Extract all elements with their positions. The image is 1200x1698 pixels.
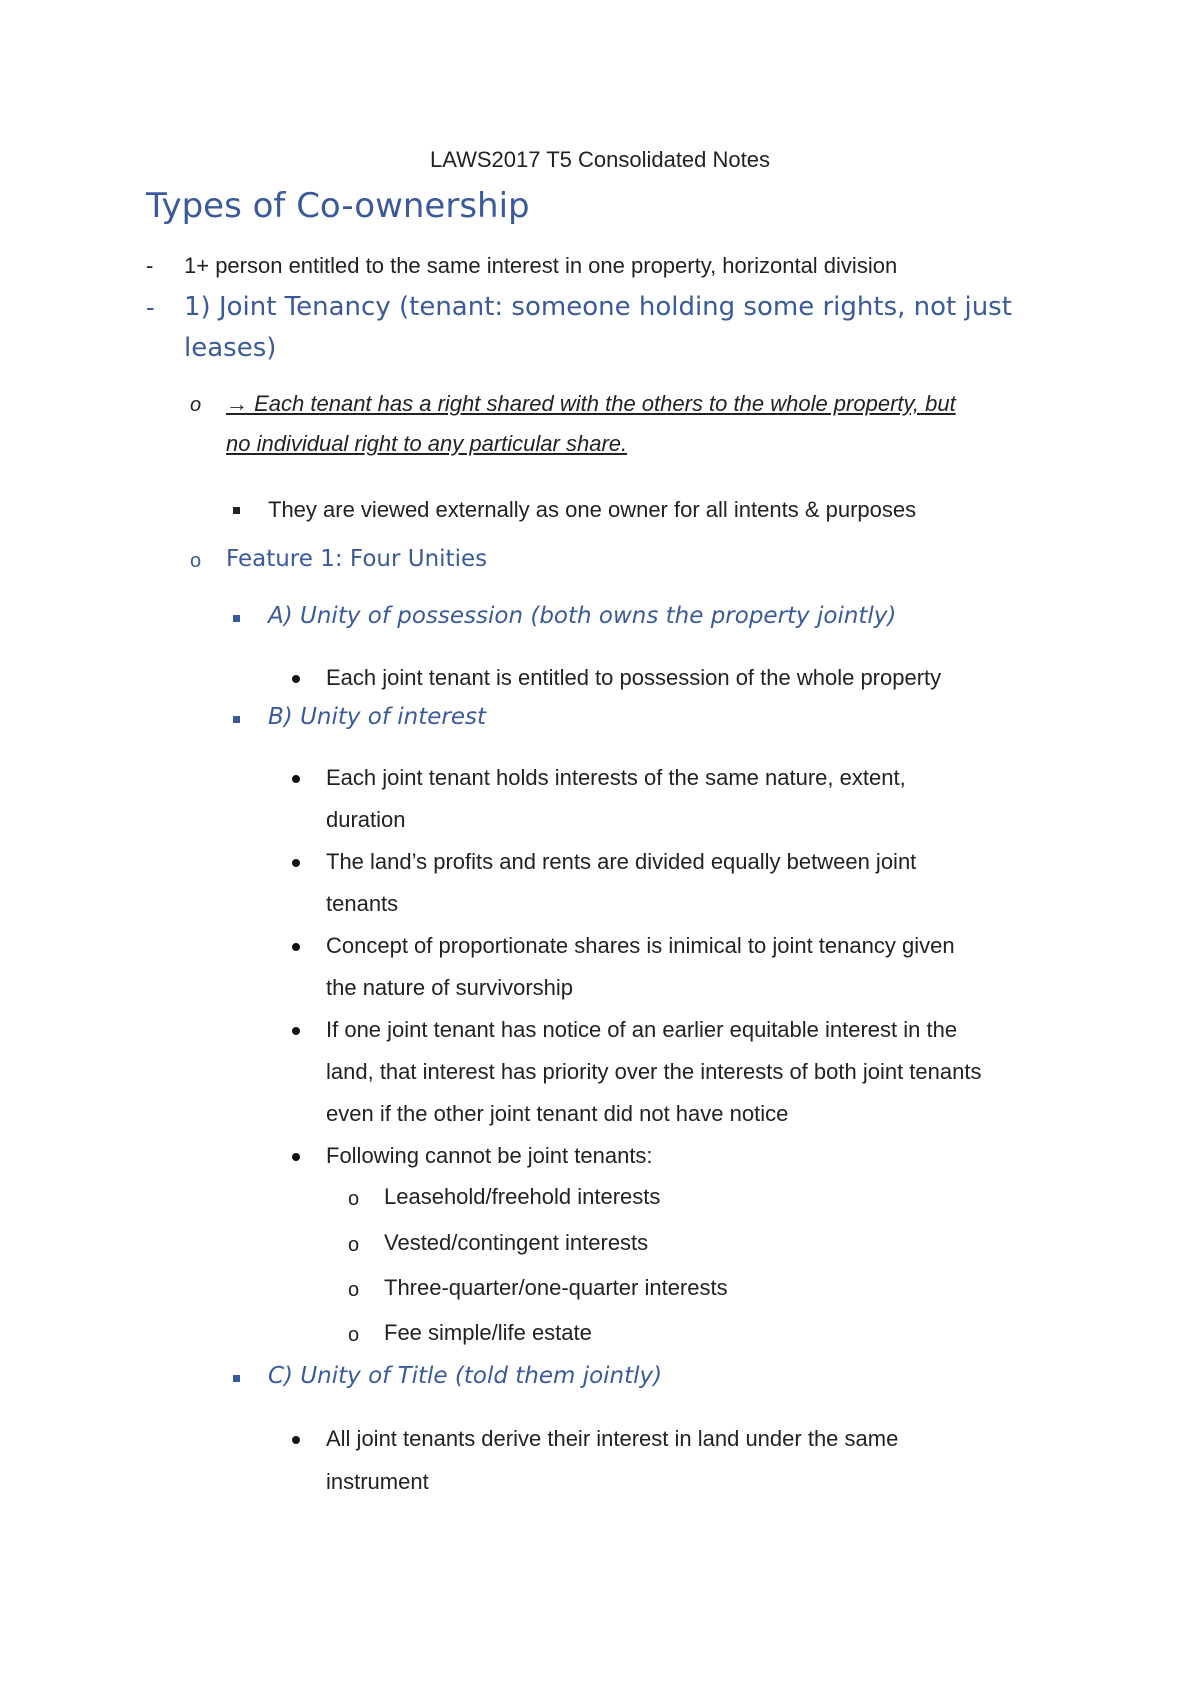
definition-subpoint: They are viewed externally as one owner for all intents & purposes: [268, 497, 917, 522]
unity-b-point-2-cont: tenants: [326, 891, 399, 916]
dash-bullet: -: [146, 292, 155, 322]
unity-b-point-4-cont: land, that interest has priority over the interests of both joint tenants: [326, 1059, 982, 1084]
joint-tenancy-heading: 1) Joint Tenancy (tenant: someone holding some rights, not just: [184, 292, 1012, 322]
round-bullet: [292, 675, 300, 683]
unity-b-point-1: Each joint tenant holds interests of the same nature, extent,: [326, 765, 906, 790]
circle-bullet: o: [348, 1234, 360, 1256]
unity-c-point-1-cont: instrument: [326, 1469, 429, 1494]
unity-a-heading: A) Unity of possession (both owns the property jointly): [268, 603, 897, 629]
intro-text: 1+ person entitled to the same interest in one property, horizontal division: [184, 253, 898, 278]
round-bullet: [292, 1153, 300, 1161]
round-bullet: [292, 943, 300, 951]
document-title: LAWS2017 T5 Consolidated Notes: [430, 147, 770, 172]
circle-bullet: o: [348, 1324, 360, 1346]
unity-b-point-4: If one joint tenant has notice of an earlier equitable interest in the: [326, 1017, 958, 1042]
circle-bullet: o: [348, 1188, 360, 1210]
square-bullet: [233, 1375, 240, 1382]
square-bullet: [233, 615, 240, 622]
unity-b-point-3-cont: the nature of survivorship: [326, 975, 574, 1000]
circle-bullet: o: [190, 550, 202, 572]
unity-b-point-2: The land’s profits and rents are divided equally between joint: [326, 849, 917, 874]
unity-c-heading: C) Unity of Title (told them jointly): [268, 1363, 663, 1389]
unity-b-subitem: Three-quarter/one-quarter interests: [384, 1275, 728, 1300]
unity-b-heading: B) Unity of interest: [268, 704, 487, 730]
round-bullet: [292, 1436, 300, 1444]
dash-bullet: -: [146, 253, 154, 278]
unity-b-point-5: Following cannot be joint tenants:: [326, 1143, 653, 1168]
unity-b-subitem: Leasehold/freehold interests: [384, 1184, 661, 1209]
circle-bullet: o: [348, 1279, 360, 1301]
unity-b-subitem: Vested/contingent interests: [384, 1230, 649, 1255]
unity-b-point-3: Concept of proportionate shares is inimical to joint tenancy given: [326, 933, 955, 958]
square-bullet: [233, 716, 240, 723]
feature-heading: Feature 1: Four Unities: [226, 546, 488, 572]
unity-c-point-1: All joint tenants derive their interest in land under the same: [326, 1426, 899, 1451]
unity-b-point-1-cont: duration: [326, 807, 406, 832]
unity-b-subitem: Fee simple/life estate: [384, 1320, 592, 1345]
definition-text: → Each tenant has a right shared with the others to the whole property, but: [226, 391, 956, 416]
square-bullet: [233, 507, 240, 514]
round-bullet: [292, 859, 300, 867]
round-bullet: [292, 1027, 300, 1035]
joint-tenancy-heading-cont: leases): [184, 333, 277, 363]
round-bullet: [292, 775, 300, 783]
unity-a-point: Each joint tenant is entitled to possession of the whole property: [326, 665, 942, 690]
section-heading: Types of Co-ownership: [146, 186, 530, 226]
unity-b-point-4-cont2: even if the other joint tenant did not have notice: [326, 1101, 789, 1126]
circle-bullet: o: [190, 394, 202, 416]
definition-text-cont: no individual right to any particular share.: [226, 431, 628, 456]
